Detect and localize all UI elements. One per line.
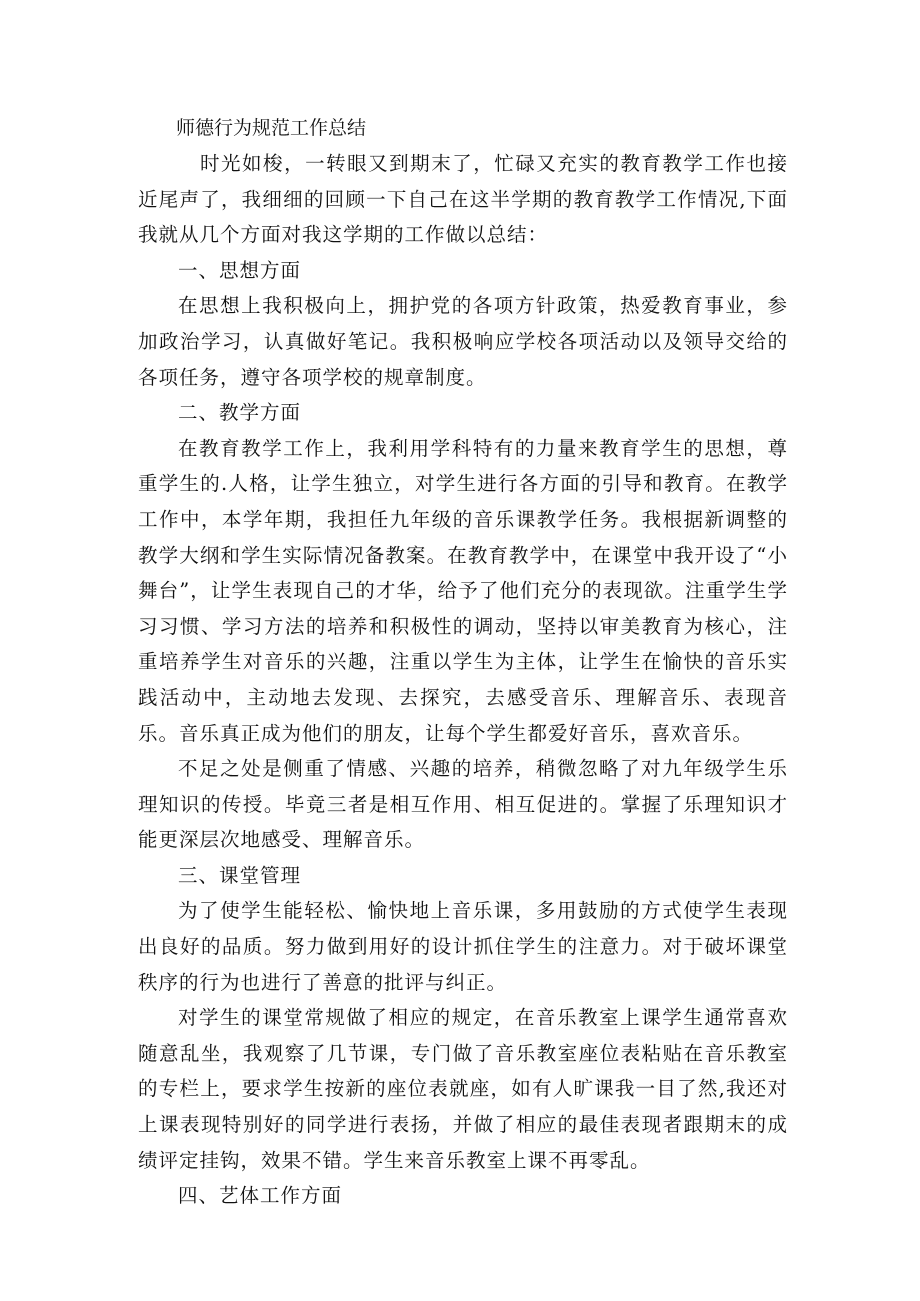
teaching-shortcoming-paragraph: 不足之处是侧重了情感、兴趣的培养，稍微忽略了对九年级学生乐理知识的传授。毕竟三者是相互作用、相互促进的。掌握了乐理知识才能更深层次地感受、理解音乐。 (138, 757, 788, 852)
teaching-paragraph: 在教育教学工作上，我利用学科特有的力量来教育学生的思想，尊重学生的.人格，让学生独立，对学生进行各方面的引导和教育。在教学工作中，本学年期，我担任九年级的音乐课教学任务。我根据新调整的教学大纲和学生实际情况备教案。在教育教学中，在课堂中我开设了“小舞台”，让学生表现自己的才华，给予了他们充分的表现欲。注重学生学习习惯、学习方法的培养和积极性的调动，坚持以审美教育为核心，注重培养学生对音乐的兴趣，注重以学生为主体，让学生在愉快的音乐实践活动中，主动地去发现、去探究，去感受音乐、理解音乐、表现音乐。音乐真正成为他们的朋友，让每个学生都爱好音乐，喜欢音乐。 (138, 436, 788, 745)
document-body (138, 146, 788, 1214)
thought-paragraph: 在思想上我积极向上，拥护党的各项方针政策，热爱教育事业，参加政治学习，认真做好笔记。我积极响应学校各项活动以及领导交给的各项任务，遵守各项学校的规章制度。 (138, 294, 788, 389)
intro-paragraph: 时光如梭，一转眼又到期末了，忙碌又充实的教育教学工作也接近尾声了，我细细的回顾一下自己在这半学期的教育教学工作情况,下面我就从几个方面对我这学期的工作做以总结： (138, 152, 788, 247)
section-heading-teaching: 二、教学方面 (178, 401, 302, 425)
section-heading-thought: 一、思想方面 (178, 258, 302, 282)
classroom-rules-paragraph: 对学生的课堂常规做了相应的规定，在音乐教室上课学生通常喜欢随意乱坐，我观察了几节课，专门做了音乐教室座位表粘贴在音乐教室的专栏上，要求学生按新的座位表就座，如有人旷课我一目了然,我还对上课表现特别好的同学进行表扬，并做了相应的最佳表现者跟期末的成绩评定挂钩，效果不错。学生来音乐教室上课不再零乱。 (138, 1006, 788, 1172)
section-heading-arts-sports: 四、艺体工作方面 (178, 1184, 343, 1208)
section-heading-classroom: 三、课堂管理 (178, 863, 302, 887)
classroom-paragraph: 为了使学生能轻松、愉快地上音乐课，多用鼓励的方式使学生表现出良好的品质。努力做到用好的设计抓住学生的注意力。对于破坏课堂秩序的行为也进行了善意的批评与纠正。 (138, 899, 788, 994)
document-title: 师德行为规范工作总结 (176, 117, 367, 139)
